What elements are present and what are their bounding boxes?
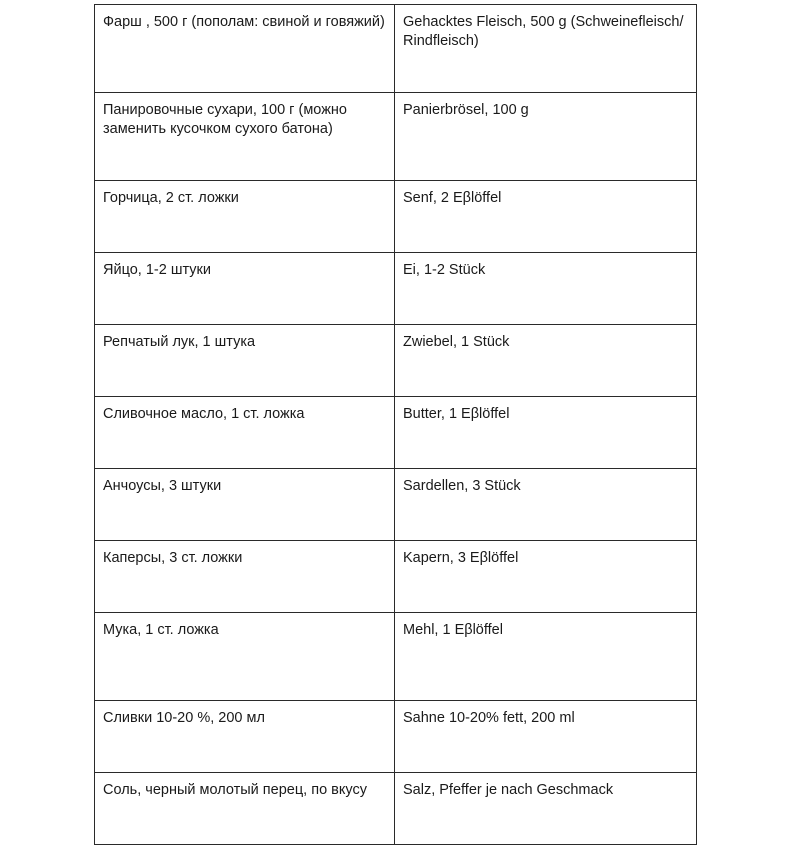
table-row (95, 773, 697, 845)
russian-ingredient-cell (95, 469, 395, 541)
russian-ingredient-cell (95, 397, 395, 469)
german-ingredient-text: Butter, 1 Eβlöffel (403, 406, 510, 422)
russian-ingredient-text: Сливочное масло, 1 ст. ложка (103, 406, 305, 422)
ingredients-table (94, 4, 697, 845)
russian-ingredient-cell (95, 541, 395, 613)
german-ingredient-cell (395, 541, 697, 613)
german-ingredient-cell (395, 5, 697, 93)
russian-ingredient-text: Яйцо, 1-2 штуки (103, 262, 211, 278)
german-ingredient-cell (395, 325, 697, 397)
german-ingredient-text: Zwiebel, 1 Stück (403, 334, 510, 350)
russian-ingredient-cell (95, 93, 395, 181)
german-ingredient-cell (395, 773, 697, 845)
german-ingredient-text: Senf, 2 Eβlöffel (403, 190, 502, 206)
german-ingredient-text: Gehacktes Fleisch, 500 g (Schweinefleisch/ Rindfleisch) (403, 14, 684, 49)
russian-ingredient-cell (95, 613, 395, 701)
german-ingredient-cell (395, 93, 697, 181)
table-row (95, 181, 697, 253)
german-ingredient-text: Ei, 1-2 Stück (403, 262, 486, 278)
german-ingredient-text: Salz, Pfeffer je nach Geschmack (403, 782, 614, 798)
russian-ingredient-cell (95, 325, 395, 397)
russian-ingredient-cell (95, 701, 395, 773)
russian-ingredient-text: Соль, черный молотый перец, по вкусу (103, 782, 367, 798)
german-ingredient-text: Mehl, 1 Eβlöffel (403, 622, 503, 638)
russian-ingredient-text: Фарш , 500 г (пополам: свиной и говяжий) (103, 14, 385, 30)
table-row (95, 541, 697, 613)
table-row (95, 701, 697, 773)
russian-ingredient-text: Панировочные сухари, 100 г (можно заменить кусочком сухого батона) (103, 102, 347, 137)
german-ingredient-text: Panierbrösel, 100 g (403, 102, 529, 118)
german-ingredient-text: Sardellen, 3 Stück (403, 478, 521, 494)
russian-ingredient-text: Горчица, 2 ст. ложки (103, 190, 239, 206)
russian-ingredient-text: Репчатый лук, 1 штука (103, 334, 256, 350)
russian-ingredient-cell (95, 253, 395, 325)
table-row (95, 93, 697, 181)
german-ingredient-cell (395, 181, 697, 253)
russian-ingredient-text: Каперсы, 3 ст. ложки (103, 550, 243, 566)
russian-ingredient-cell (95, 5, 395, 93)
table-row (95, 469, 697, 541)
russian-ingredient-text: Анчоусы, 3 штуки (103, 478, 222, 494)
german-ingredient-cell (395, 469, 697, 541)
table-row (95, 325, 697, 397)
table-row (95, 613, 697, 701)
russian-ingredient-cell (95, 773, 395, 845)
table-row (95, 253, 697, 325)
german-ingredient-cell (395, 397, 697, 469)
german-ingredient-cell (395, 253, 697, 325)
russian-ingredient-cell (95, 181, 395, 253)
russian-ingredient-text: Сливки 10-20 %, 200 мл (103, 710, 265, 726)
table-row (95, 397, 697, 469)
russian-ingredient-text: Мука, 1 ст. ложка (103, 622, 219, 638)
german-ingredient-text: Sahne 10-20% fett, 200 ml (403, 710, 575, 726)
german-ingredient-text: Kapern, 3 Eβlöffel (403, 550, 519, 566)
table-row (95, 5, 697, 93)
german-ingredient-cell (395, 613, 697, 701)
german-ingredient-cell (395, 701, 697, 773)
